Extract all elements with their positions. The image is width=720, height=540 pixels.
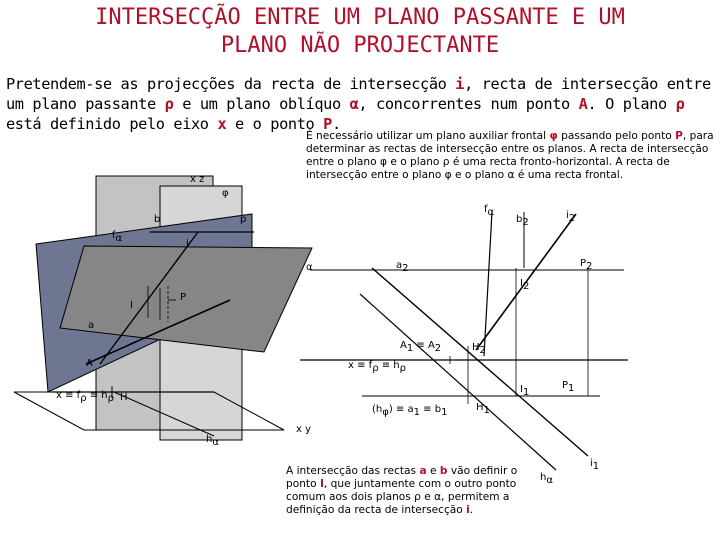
intro-P: P bbox=[323, 115, 332, 133]
label-x-fp-hp-right: x ≡ fρ ≡ hρ bbox=[348, 360, 406, 374]
note1-phi: φ bbox=[549, 130, 558, 142]
intro-text-8: . bbox=[331, 115, 341, 133]
note1-P: P bbox=[675, 130, 683, 142]
intro-rho: ρ bbox=[164, 95, 174, 113]
label-P2: P2 bbox=[580, 258, 593, 272]
intro-text-4: , concorrentes num ponto bbox=[358, 95, 579, 113]
intro-text-1: Pretendem-se as projecções da recta de intersecção bbox=[6, 75, 456, 93]
label-f-alpha-right: fα bbox=[484, 204, 495, 218]
note2-text-5: . bbox=[469, 504, 474, 516]
intro-A: A bbox=[578, 95, 588, 113]
label-i2: i2 bbox=[566, 210, 576, 224]
label-a: a bbox=[88, 320, 95, 331]
orthographic-labels bbox=[296, 204, 599, 486]
note2-a: a bbox=[419, 465, 427, 477]
label-I: I bbox=[130, 300, 133, 311]
note2-b: b bbox=[439, 465, 448, 477]
note2-text-2: e bbox=[426, 465, 440, 477]
note2-I: I bbox=[319, 478, 324, 490]
intro-text-3: e um plano oblíquo bbox=[173, 95, 350, 113]
note2-text-1: A intersecção das rectas bbox=[286, 465, 420, 477]
label-b2: b2 bbox=[516, 214, 529, 228]
intro-text-6: está definido pelo eixo bbox=[6, 115, 218, 133]
intro-i: i bbox=[455, 75, 465, 93]
title-line-1: INTERSECÇÃO ENTRE UM PLANO PASSANTE E UM bbox=[95, 5, 625, 30]
label-xz: x z bbox=[190, 174, 205, 185]
label-phi: φ bbox=[222, 188, 229, 199]
trace-h-alpha bbox=[360, 294, 556, 470]
label-I2: I2 bbox=[520, 278, 530, 292]
label-xy: x y bbox=[296, 424, 312, 435]
label-p: p bbox=[240, 214, 247, 225]
intro-text-5: . O plano bbox=[587, 95, 676, 113]
note2-text-4: , que juntamente com o outro ponto comum aos dois planos ρ e α, permitem a definição da recta de intersecção bbox=[286, 478, 517, 516]
note1-text-1: É necessário utilizar um plano auxiliar frontal bbox=[306, 130, 550, 142]
title-line-2: PLANO NÃO PROJECTANTE bbox=[220, 33, 500, 58]
intro-alpha: α bbox=[349, 95, 359, 113]
label-b: b bbox=[154, 214, 161, 225]
label-i1: i1 bbox=[590, 458, 600, 472]
label-H1: H1 bbox=[476, 402, 490, 416]
label-f-alpha: fα bbox=[112, 230, 123, 244]
note2-text-3: vão definir o ponto bbox=[286, 465, 518, 490]
label-H2: H2 bbox=[472, 342, 486, 356]
intro-rho-2: ρ bbox=[675, 95, 685, 113]
note1-text-2: passando pelo ponto bbox=[557, 130, 676, 142]
intro-text-2: , recta de intersecção entre um plano passante bbox=[6, 75, 711, 113]
label-h-phi-a1-b1: (hφ) ≡ a1 ≡ b1 bbox=[372, 404, 448, 418]
label-i: i bbox=[186, 238, 189, 249]
label-H: H bbox=[120, 392, 128, 403]
label-alpha: α bbox=[306, 262, 313, 273]
label-A1-A2: A1 ≡ A2 bbox=[400, 340, 442, 354]
label-A: A bbox=[86, 358, 93, 369]
label-h-alpha-right: hα bbox=[540, 472, 553, 486]
label-I1: I1 bbox=[520, 384, 530, 398]
label-a2: a2 bbox=[396, 260, 409, 274]
intro-text-7: e o ponto bbox=[226, 115, 324, 133]
label-x-fp-hp: x ≡ fρ ≡ hρ bbox=[56, 390, 114, 404]
label-h-alpha: hα bbox=[206, 434, 219, 448]
note2-i: i bbox=[466, 504, 470, 516]
label-P1: P1 bbox=[562, 380, 575, 394]
orthographic-view bbox=[300, 212, 628, 470]
line-i1 bbox=[372, 268, 588, 456]
intro-x: x bbox=[217, 115, 227, 133]
label-P: P bbox=[180, 292, 187, 303]
note1-text-3: , para determinar as rectas de intersecção entre os planos. A recta de intersecção entre o plano φ e o plano ρ é uma recta fronto-horizontal. A recta de intersecção entre o plano φ e o plano α é uma recta frontal. bbox=[306, 130, 714, 181]
